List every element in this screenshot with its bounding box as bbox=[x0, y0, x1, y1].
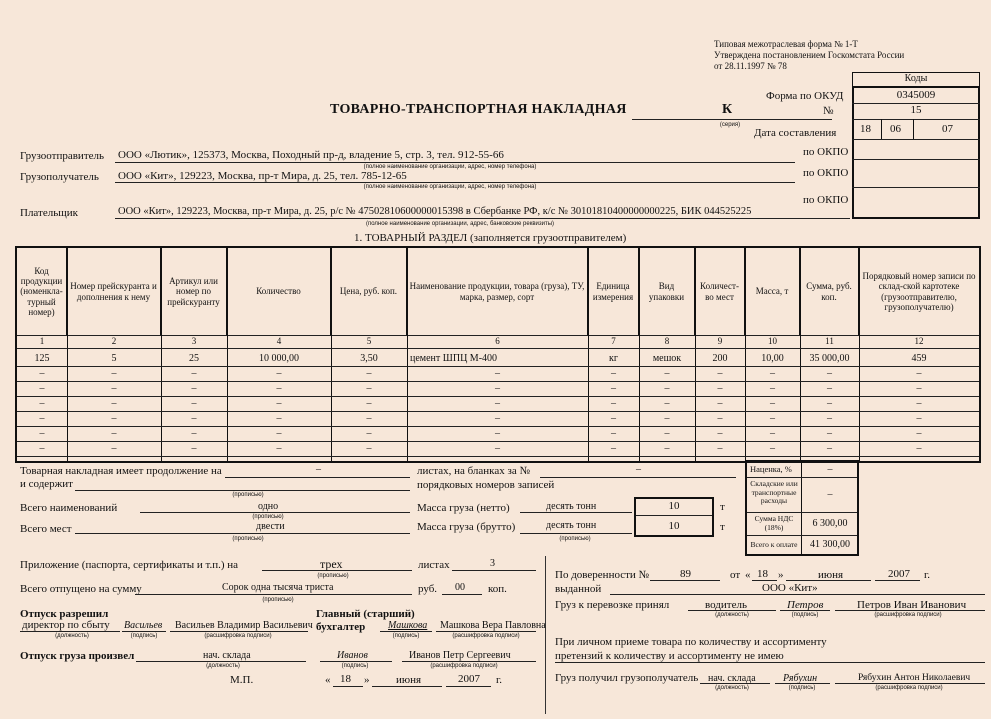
empty-cell[interactable]: – bbox=[111, 413, 117, 424]
row1-cell-10[interactable]: 10,00 bbox=[761, 353, 784, 364]
permit-signature[interactable]: Васильев bbox=[124, 620, 163, 631]
empty-cell[interactable]: – bbox=[916, 443, 922, 454]
contains-label: и содержит bbox=[20, 478, 73, 490]
kop-label: коп. bbox=[488, 583, 507, 595]
empty-cell[interactable]: – bbox=[611, 413, 616, 424]
empty-cell[interactable]: – bbox=[111, 383, 117, 394]
total-label: Всего к оплате bbox=[750, 540, 798, 549]
consignee-caption: (полное наименование организации, адрес, номер телефона) bbox=[363, 184, 537, 190]
empty-cell[interactable]: – bbox=[366, 413, 372, 424]
series-value[interactable]: К bbox=[722, 102, 733, 117]
shipped-sign-caption: (подпись) bbox=[341, 663, 369, 669]
shipped-signature[interactable]: Иванов bbox=[337, 650, 368, 661]
sheets-label: листах, на бланках за № bbox=[417, 465, 530, 477]
net-mass-words[interactable]: десять тонн bbox=[546, 501, 597, 512]
empty-cell[interactable]: – bbox=[366, 398, 372, 409]
col-header-1: Код продукции (номенкла-турный номер) bbox=[17, 248, 67, 335]
stamp-year[interactable]: 2007 bbox=[458, 673, 480, 685]
proxy-rquote: » bbox=[778, 569, 784, 581]
shipper-value[interactable]: ООО «Лютик», 125373, Москва, Походный пр-д, владение 5, стр. 3, тел. 912-55-66 bbox=[118, 149, 504, 161]
row1-cell-6[interactable]: цемент ШПЦ М-400 bbox=[410, 353, 498, 364]
row1-cell-8[interactable]: мешок bbox=[652, 353, 682, 364]
shipped-decode-caption: (расшифровка подписи) bbox=[430, 663, 498, 669]
proxy-issued-value[interactable]: ООО «Кит» bbox=[762, 582, 818, 594]
accountant-decode-caption: (расшифровка подписи) bbox=[452, 633, 520, 639]
okpo-label-consignee: по ОКПО bbox=[803, 167, 849, 179]
col-header-10: Масса, т bbox=[745, 248, 800, 335]
vat-value[interactable]: 6 300,00 bbox=[812, 518, 848, 529]
form-type-text: Типовая межотраслевая форма № 1-Т bbox=[714, 39, 858, 49]
empty-cell[interactable]: – bbox=[611, 443, 616, 454]
empty-cell[interactable]: – bbox=[276, 398, 282, 409]
empty-cell[interactable]: – bbox=[916, 398, 922, 409]
attachments-sheets-label: листах bbox=[418, 559, 450, 571]
gross-mass-value[interactable]: 10 bbox=[668, 520, 680, 532]
okud-label: Форма по ОКУД bbox=[766, 90, 844, 102]
permit-label: Отпуск разрешил bbox=[20, 608, 109, 620]
gross-mass-unit: т bbox=[720, 521, 725, 533]
row1-cell-3[interactable]: 25 bbox=[189, 353, 199, 364]
col-number-4: 4 bbox=[276, 336, 282, 346]
row1-cell-2[interactable]: 5 bbox=[111, 353, 117, 364]
stamp-month[interactable]: июня bbox=[396, 674, 422, 686]
col-header-9: Количест-во мест bbox=[695, 248, 745, 335]
accountant-sign-caption: (подпись) bbox=[392, 633, 420, 639]
series-caption: (серия) bbox=[719, 122, 741, 128]
col-header-4: Количество bbox=[227, 248, 331, 335]
empty-cell[interactable]: – bbox=[916, 428, 922, 439]
empty-cell[interactable]: – bbox=[495, 368, 500, 379]
accountant-signature[interactable]: Машкова bbox=[388, 620, 428, 631]
empty-cell[interactable]: – bbox=[717, 368, 723, 379]
net-mass-label: Масса груза (нетто) bbox=[417, 502, 510, 514]
empty-cell[interactable]: – bbox=[39, 428, 45, 439]
empty-cell[interactable]: – bbox=[827, 368, 832, 379]
empty-cell[interactable]: – bbox=[191, 383, 197, 394]
codes-header: Коды bbox=[904, 73, 928, 84]
empty-cell[interactable]: – bbox=[611, 398, 616, 409]
row1-cell-12[interactable]: 459 bbox=[911, 353, 927, 364]
section-title: 1. ТОВАРНЫЙ РАЗДЕЛ (заполняется грузоотправителем) bbox=[354, 232, 627, 244]
empty-cell[interactable]: – bbox=[366, 443, 372, 454]
accepted-label: Груз к перевозке принял bbox=[555, 599, 670, 611]
empty-cell[interactable]: – bbox=[276, 443, 282, 454]
released-sum-caption: (прописью) bbox=[262, 597, 294, 603]
empty-cell[interactable]: – bbox=[827, 443, 832, 454]
empty-cell[interactable]: – bbox=[191, 368, 197, 379]
payer-value[interactable]: ООО «Кит», 129223, Москва, пр-т Мира, д. 25, р/с № 47502810600000015398 в Сбербанке РФ, к/с № 30101810400000000225, БИК 044525225 bbox=[118, 206, 752, 217]
stamp-day[interactable]: 18 bbox=[340, 673, 351, 685]
col-number-9: 9 bbox=[717, 336, 723, 346]
shipped-position[interactable]: нач. склада bbox=[203, 650, 251, 661]
accepted-position-caption: (должность) bbox=[715, 612, 749, 618]
empty-cell[interactable]: – bbox=[827, 383, 832, 394]
permit-position[interactable]: директор по сбыту bbox=[22, 619, 110, 631]
shipped-name[interactable]: Иванов Петр Сергеевич bbox=[409, 650, 511, 661]
empty-cell[interactable]: – bbox=[39, 383, 45, 394]
empty-cell[interactable]: – bbox=[717, 398, 723, 409]
records-label: порядковых номеров записей bbox=[417, 479, 555, 491]
received-label: Груз получил грузополучатель bbox=[555, 672, 699, 684]
shipped-label: Отпуск груза произвел bbox=[20, 650, 135, 662]
empty-cell[interactable]: – bbox=[717, 428, 723, 439]
empty-cell[interactable]: – bbox=[717, 443, 723, 454]
proxy-year[interactable]: 2007 bbox=[888, 568, 910, 580]
permit-position-caption: (должность) bbox=[55, 633, 89, 639]
empty-cell[interactable]: – bbox=[827, 413, 832, 424]
net-mass-value[interactable]: 10 bbox=[668, 500, 680, 512]
empty-cell[interactable]: – bbox=[276, 368, 282, 379]
empty-cell[interactable]: – bbox=[770, 413, 775, 424]
empty-cell[interactable]: – bbox=[366, 428, 372, 439]
proxy-label: По доверенности № bbox=[555, 569, 650, 581]
permit-decode-caption: (расшифровка подписи) bbox=[204, 633, 272, 639]
col-number-3: 3 bbox=[191, 336, 197, 346]
col-header-8: Вид упаковки bbox=[639, 248, 695, 335]
empty-cell[interactable]: – bbox=[770, 443, 775, 454]
accountant-label-2: бухгалтер bbox=[316, 621, 366, 633]
document-title: ТОВАРНО-ТРАНСПОРТНАЯ НАКЛАДНАЯ bbox=[330, 102, 627, 117]
claims-line-2: претензий к количеству и ассортименту не имею bbox=[555, 650, 784, 662]
accountant-name[interactable]: Машкова Вера Павловна bbox=[440, 620, 546, 631]
markup-label: Наценка, % bbox=[750, 464, 792, 474]
empty-cell[interactable]: – bbox=[191, 443, 197, 454]
okpo-label-shipper: по ОКПО bbox=[803, 146, 849, 158]
stamp-place: М.П. bbox=[230, 674, 254, 686]
shipper-caption: (полное наименование организации, адрес, номер телефона) bbox=[363, 164, 537, 170]
payer-caption: (полное наименование организации, адрес, банковские реквизиты) bbox=[365, 221, 555, 227]
number-label: № bbox=[823, 105, 834, 117]
empty-cell[interactable]: – bbox=[664, 383, 670, 394]
empty-cell[interactable]: – bbox=[495, 428, 500, 439]
empty-cell[interactable]: – bbox=[39, 368, 45, 379]
row1-cell-1[interactable]: 125 bbox=[34, 353, 50, 364]
stamp-rquote: » bbox=[364, 674, 370, 686]
row1-cell-11[interactable]: 35 000,00 bbox=[809, 353, 850, 364]
shipped-position-caption: (должность) bbox=[206, 663, 240, 669]
empty-cell[interactable]: – bbox=[191, 398, 197, 409]
proxy-g: г. bbox=[924, 569, 931, 581]
empty-cell[interactable]: – bbox=[611, 428, 616, 439]
total-value[interactable]: 41 300,00 bbox=[810, 539, 850, 550]
form-approved-text: Утверждена постановлением Госкомстата России bbox=[714, 50, 905, 60]
col-number-1: 1 bbox=[39, 336, 45, 346]
empty-cell[interactable]: – bbox=[191, 413, 197, 424]
net-mass-unit: т bbox=[720, 501, 725, 513]
rub-label: руб. bbox=[418, 583, 438, 595]
okpo-label-payer: по ОКПО bbox=[803, 194, 849, 206]
col-header-2: Номер прейскуранта и дополнения к нему bbox=[67, 248, 161, 335]
col-number-10: 10 bbox=[768, 336, 777, 346]
row1-cell-5[interactable]: 3,50 bbox=[360, 353, 378, 364]
col-header-12: Порядковый номер записи по склад-ской картотеке (грузоотправителю, грузополучателю) bbox=[862, 270, 976, 312]
names-value[interactable]: одно bbox=[258, 501, 279, 512]
col-number-5: 5 bbox=[366, 336, 372, 346]
released-sum-value[interactable]: Сорок одна тысяча триста bbox=[222, 582, 334, 593]
empty-cell[interactable]: – bbox=[611, 368, 616, 379]
empty-cell[interactable]: – bbox=[111, 443, 117, 454]
okud-value[interactable]: 0345009 bbox=[896, 89, 936, 101]
empty-cell[interactable]: – bbox=[191, 428, 197, 439]
proxy-month[interactable]: июня bbox=[818, 569, 844, 581]
empty-cell[interactable]: – bbox=[827, 398, 832, 409]
col-header-5: Цена, руб. коп. bbox=[331, 248, 407, 335]
accepted-signature[interactable]: Петров bbox=[787, 599, 824, 611]
permit-sign-caption: (подпись) bbox=[130, 633, 158, 639]
accepted-name[interactable]: Петров Иван Иванович bbox=[857, 599, 967, 611]
date-month[interactable]: 06 bbox=[890, 123, 901, 135]
payer-label: Плательщик bbox=[20, 207, 78, 219]
places-value[interactable]: двести bbox=[256, 521, 285, 532]
consignee-label: Грузополучатель bbox=[20, 171, 99, 183]
empty-cell[interactable]: – bbox=[916, 383, 922, 394]
empty-cell[interactable]: – bbox=[664, 368, 670, 379]
col-header-6: Наименование продукции, товара (груза), ТУ, марка, размер, сорт bbox=[407, 248, 588, 335]
empty-cell[interactable]: – bbox=[111, 368, 117, 379]
proxy-day[interactable]: 18 bbox=[757, 568, 768, 580]
empty-cell[interactable]: – bbox=[916, 413, 922, 424]
kop-value[interactable]: 00 bbox=[455, 582, 465, 593]
empty-cell[interactable]: – bbox=[664, 428, 670, 439]
attachments-sheets-value[interactable]: 3 bbox=[490, 558, 495, 569]
sheets-value[interactable]: – bbox=[636, 464, 641, 475]
proxy-number[interactable]: 89 bbox=[680, 568, 691, 580]
col-number-8: 8 bbox=[664, 336, 670, 346]
empty-cell[interactable]: – bbox=[276, 413, 282, 424]
empty-cell[interactable]: – bbox=[664, 413, 670, 424]
date-year[interactable]: 07 bbox=[942, 123, 953, 135]
attachments-label: Приложение (паспорта, сертификаты и т.п.) на bbox=[20, 559, 239, 571]
col-number-2: 2 bbox=[111, 336, 117, 346]
vat-label: Сумма НДС (18%) bbox=[754, 514, 794, 532]
places-label: Всего мест bbox=[20, 523, 72, 535]
received-name[interactable]: Рябухин Антон Николаевич bbox=[858, 673, 971, 683]
received-signature[interactable]: Рябухин bbox=[783, 673, 818, 684]
empty-cell[interactable]: – bbox=[111, 428, 117, 439]
released-sum-label: Всего отпущено на сумму bbox=[20, 583, 142, 595]
markup-value[interactable]: – bbox=[827, 464, 833, 475]
empty-cell[interactable]: – bbox=[664, 398, 670, 409]
empty-cell[interactable]: – bbox=[495, 398, 500, 409]
empty-cell[interactable]: – bbox=[916, 368, 922, 379]
col-number-11: 11 bbox=[825, 336, 834, 346]
attachments-caption: (прописью) bbox=[317, 573, 349, 579]
empty-cell[interactable]: – bbox=[770, 428, 775, 439]
date-label: Дата составления bbox=[754, 127, 837, 139]
empty-cell[interactable]: – bbox=[770, 398, 775, 409]
accepted-sign-caption: (подпись) bbox=[791, 612, 819, 618]
permit-name[interactable]: Васильев Владимир Васильевич bbox=[175, 620, 313, 631]
proxy-issued-label: выданной bbox=[555, 583, 602, 595]
number-value[interactable]: 15 bbox=[910, 104, 922, 116]
stamp-lquote: « bbox=[325, 674, 331, 686]
empty-cell[interactable]: – bbox=[495, 413, 500, 424]
received-sign-caption: (подпись) bbox=[788, 685, 816, 691]
date-day[interactable]: 18 bbox=[860, 123, 871, 135]
empty-cell[interactable]: – bbox=[39, 398, 45, 409]
proxy-ot-label: от bbox=[730, 569, 741, 581]
empty-cell[interactable]: – bbox=[111, 398, 117, 409]
received-position-caption: (должность) bbox=[715, 685, 749, 691]
shipper-label: Грузоотправитель bbox=[20, 150, 105, 162]
storage-value[interactable]: – bbox=[827, 489, 833, 500]
empty-cell[interactable]: – bbox=[770, 368, 775, 379]
empty-cell[interactable]: – bbox=[276, 383, 282, 394]
attachments-value[interactable]: трех bbox=[320, 557, 343, 571]
empty-cell[interactable]: – bbox=[717, 383, 723, 394]
empty-cell[interactable]: – bbox=[495, 443, 500, 454]
empty-cell[interactable]: – bbox=[717, 413, 723, 424]
gross-mass-caption: (прописью) bbox=[559, 536, 591, 542]
names-label: Всего наименований bbox=[20, 502, 118, 514]
accepted-decode-caption: (расшифровка подписи) bbox=[874, 612, 942, 618]
empty-cell[interactable]: – bbox=[770, 383, 775, 394]
empty-cell[interactable]: – bbox=[495, 383, 500, 394]
col-number-12: 12 bbox=[914, 336, 924, 346]
empty-cell[interactable]: – bbox=[827, 428, 832, 439]
empty-cell[interactable]: – bbox=[39, 413, 45, 424]
empty-cell[interactable]: – bbox=[664, 443, 670, 454]
col-header-7: Единица измерения bbox=[588, 248, 639, 335]
names-caption: (прописью) bbox=[252, 514, 284, 520]
col-number-7: 7 bbox=[611, 336, 616, 346]
form-date-text: от 28.11.1997 № 78 bbox=[714, 61, 787, 71]
storage-label: Складские или транспортные расходы bbox=[750, 479, 798, 506]
gross-mass-words[interactable]: десять тонн bbox=[546, 520, 597, 531]
col-number-6: 6 bbox=[495, 336, 500, 346]
col-header-11: Сумма, руб. коп. bbox=[800, 248, 859, 335]
empty-cell[interactable]: – bbox=[366, 368, 372, 379]
received-decode-caption: (расшифровка подписи) bbox=[875, 685, 943, 691]
accepted-position[interactable]: водитель bbox=[705, 599, 747, 611]
empty-cell[interactable]: – bbox=[366, 383, 372, 394]
places-caption: (прописью) bbox=[232, 536, 264, 542]
row1-cell-4[interactable]: 10 000,00 bbox=[259, 353, 299, 364]
received-position[interactable]: нач. склада bbox=[708, 673, 756, 684]
claims-line-1: При личном приеме товара по количеству и ассортименту bbox=[555, 636, 827, 648]
row1-cell-9[interactable]: 200 bbox=[712, 353, 728, 364]
empty-cell[interactable]: – bbox=[276, 428, 282, 439]
continuation-value[interactable]: – bbox=[316, 464, 321, 475]
continuation-caption: (прописью) bbox=[232, 492, 264, 498]
consignee-value[interactable]: ООО «Кит», 129223, Москва, пр-т Мира, д. 25, тел. 785-12-65 bbox=[118, 170, 407, 182]
col-header-3: Артикул или номер по прейскуранту bbox=[161, 248, 227, 335]
empty-cell[interactable]: – bbox=[611, 383, 616, 394]
stamp-g: г. bbox=[496, 674, 503, 686]
row1-cell-7[interactable]: кг bbox=[609, 353, 618, 364]
gross-mass-label: Масса груза (брутто) bbox=[417, 521, 516, 533]
proxy-lquote: « bbox=[745, 569, 751, 581]
accountant-label-1: Главный (старший) bbox=[316, 608, 415, 620]
continuation-label: Товарная накладная имеет продолжение на bbox=[20, 465, 222, 477]
empty-cell[interactable]: – bbox=[39, 443, 45, 454]
